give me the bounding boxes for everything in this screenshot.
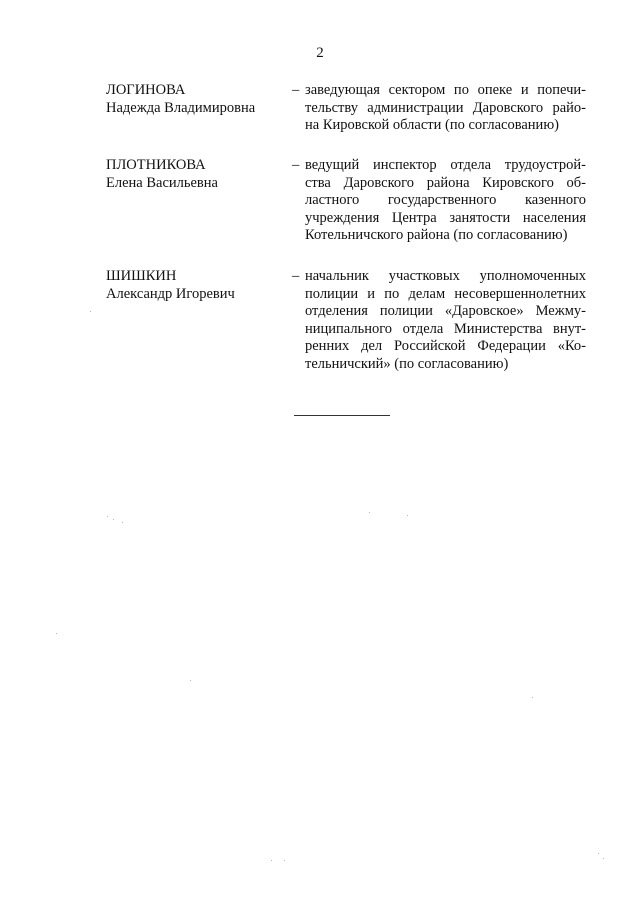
role-line: полиции и по делам несовершеннолетних [305,285,586,302]
member-surname: ПЛОТНИКОВА [106,157,206,173]
role-line: на Кировской области (по согласованию) [305,117,559,134]
page-number: 2 [316,45,324,61]
member-given-name: Елена Васильевна [106,174,218,191]
scan-speck [532,697,533,698]
role-line: ренних дел Российской Федерации «Ко- [305,338,586,355]
role-line: заведующая сектором по опеке и попечи- [305,82,586,98]
role-line: Котельничского района (по согласованию) [305,227,568,244]
member-given-name: Надежда Владимировна [106,99,256,116]
scan-speck [56,633,57,634]
scan-speck [369,512,370,513]
role-line: тельничский» (по согласованию) [305,355,509,372]
scan-speck [284,860,285,861]
member-role [305,157,586,245]
role-line: учреждения Центра занятости населения [305,209,586,226]
role-line: ведущий инспектор отдела трудоустрой- [305,157,586,173]
scan-speck [113,519,114,520]
entry-dash: – [292,268,300,284]
entry-dash: – [292,82,300,98]
scan-speck [598,853,599,854]
scan-speck [122,522,123,523]
role-line: ства Даровского района Кировского об- [305,174,586,191]
member-role [305,82,586,135]
scan-speck [190,680,191,681]
scan-speck [603,858,604,859]
member-name [106,268,276,303]
member-given-name: Александр Игоревич [106,285,235,302]
entry-dash: – [292,157,300,173]
role-line: отделения полиции «Даровское» Межму- [305,303,586,320]
scan-speck [107,516,108,517]
member-surname: ШИШКИН [106,268,177,284]
member-name [106,157,276,192]
role-line: тельству администрации Даровского райо- [305,99,586,116]
role-line: ниципального отдела Министерства внут- [305,320,586,337]
role-line: начальник участковых уполномоченных [305,268,586,284]
scan-speck [90,311,91,312]
member-role [305,268,586,374]
member-surname: ЛОГИНОВА [106,82,186,98]
scan-speck [407,515,408,516]
member-name [106,82,276,117]
scan-speck [271,860,272,861]
end-of-list-rule [294,415,390,416]
role-line: ластного государственного казенного [305,192,586,209]
